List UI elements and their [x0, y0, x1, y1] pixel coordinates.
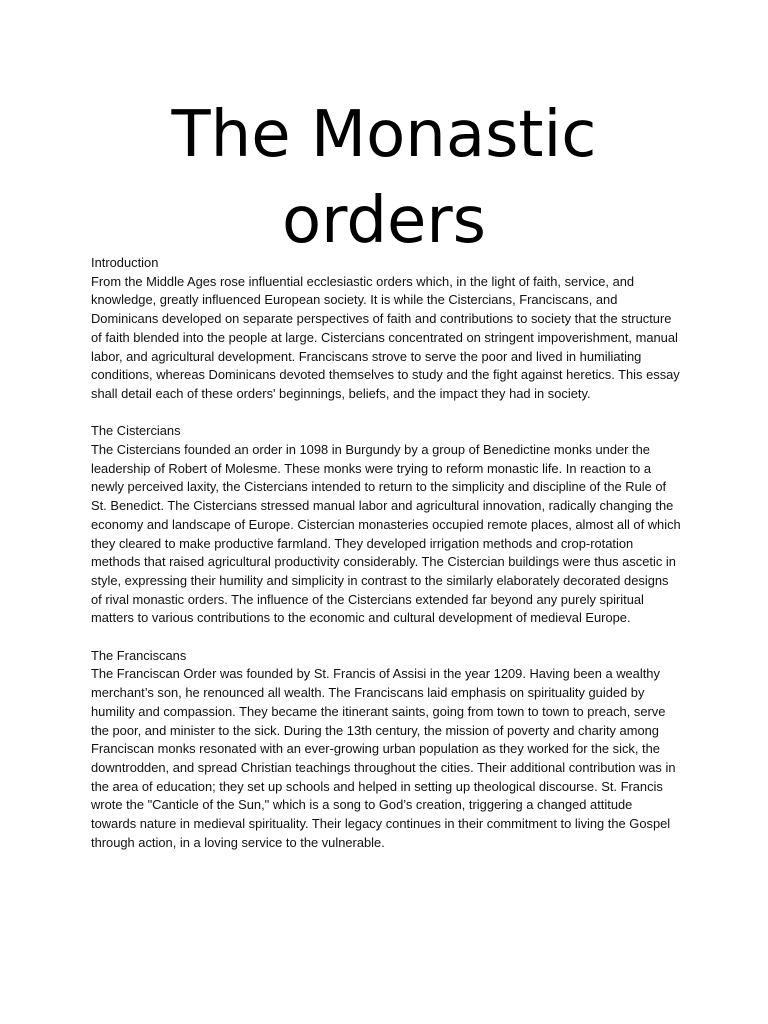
section-franciscans: [91, 647, 681, 853]
section-paragraph: The Cistercians founded an order in 1098 in Burgundy by a group of Benedictine monks under the leadership of Robert of Molesme. These monks were trying to reform monastic life. In reaction to a newly perceived laxity, the Cistercians intended to return to the simplicity and discipline of the Rule of St. Benedict. The Cistercians stressed manual labor and agricultural innovation, radically changing the economy and landscape of Europe. Cistercian monasteries occupied remote places, almost all of which they cleared to make productive farmland. They developed irrigation methods and crop-rotation methods that raised agricultural productivity considerably. The Cistercian buildings were thus ascetic in style, expressing their humility and simplicity in contrast to the similarly elaborately decorated designs of rival monastic orders. The influence of the Cistercians extended far beyond any purely spiritual matters to various contributions to the economic and cultural development of medieval Europe.: [91, 442, 681, 626]
section-heading: Introduction: [91, 255, 159, 270]
section-heading: The Franciscans: [91, 647, 187, 663]
section-cistercians: [91, 422, 681, 628]
section-paragraph: From the Middle Ages rose influential ecclesiastic orders which, in the light of faith, service, and knowledge, greatly influenced European society. It is while the Cistercians, Franciscans, and Dominicans developed on separate perspectives of faith and contributions to society that the structure of faith blended into the people at large. Cistercians concentrated on stringent impoverishment, manual labor, and agricultural development. Franciscans strove to serve the poor and lived in humiliating conditions, whereas Dominicans devoted themselves to study and the fight against heretics. This essay shall detail each of these orders' beginnings, beliefs, and the impact they had in society.: [91, 273, 680, 401]
section-paragraph: The Franciscan Order was founded by St. Francis of Assisi in the year 1209. Having been a wealthy merchant’s son, he renounced all wealth. The Franciscans laid emphasis on spirituality guided by humility and compassion. They became the itinerant saints, going from town to town to preach, serve the poor, and minister to the sick. During the 13th century, the mission of poverty and charity among Franciscan monks resonated with an ever-growing urban population as they worked for the sick, the downtrodden, and spread Christian teachings throughout the cities. Their additional contribution was in the area of education; they set up schools and helped in setting up theological discourse. St. Francis wrote the "Canticle of the Sun," which is a song to God’s creation, triggering a changed attitude towards nature in medieval spirituality. Their legacy continues in their commitment to living the Gospel through action, in a loving service to the vulnerable.: [91, 666, 676, 850]
section-heading: The Cistercians: [91, 423, 181, 439]
section-introduction: [91, 254, 681, 404]
document-body: [91, 254, 681, 871]
document-title: The Monastic orders: [171, 98, 597, 258]
